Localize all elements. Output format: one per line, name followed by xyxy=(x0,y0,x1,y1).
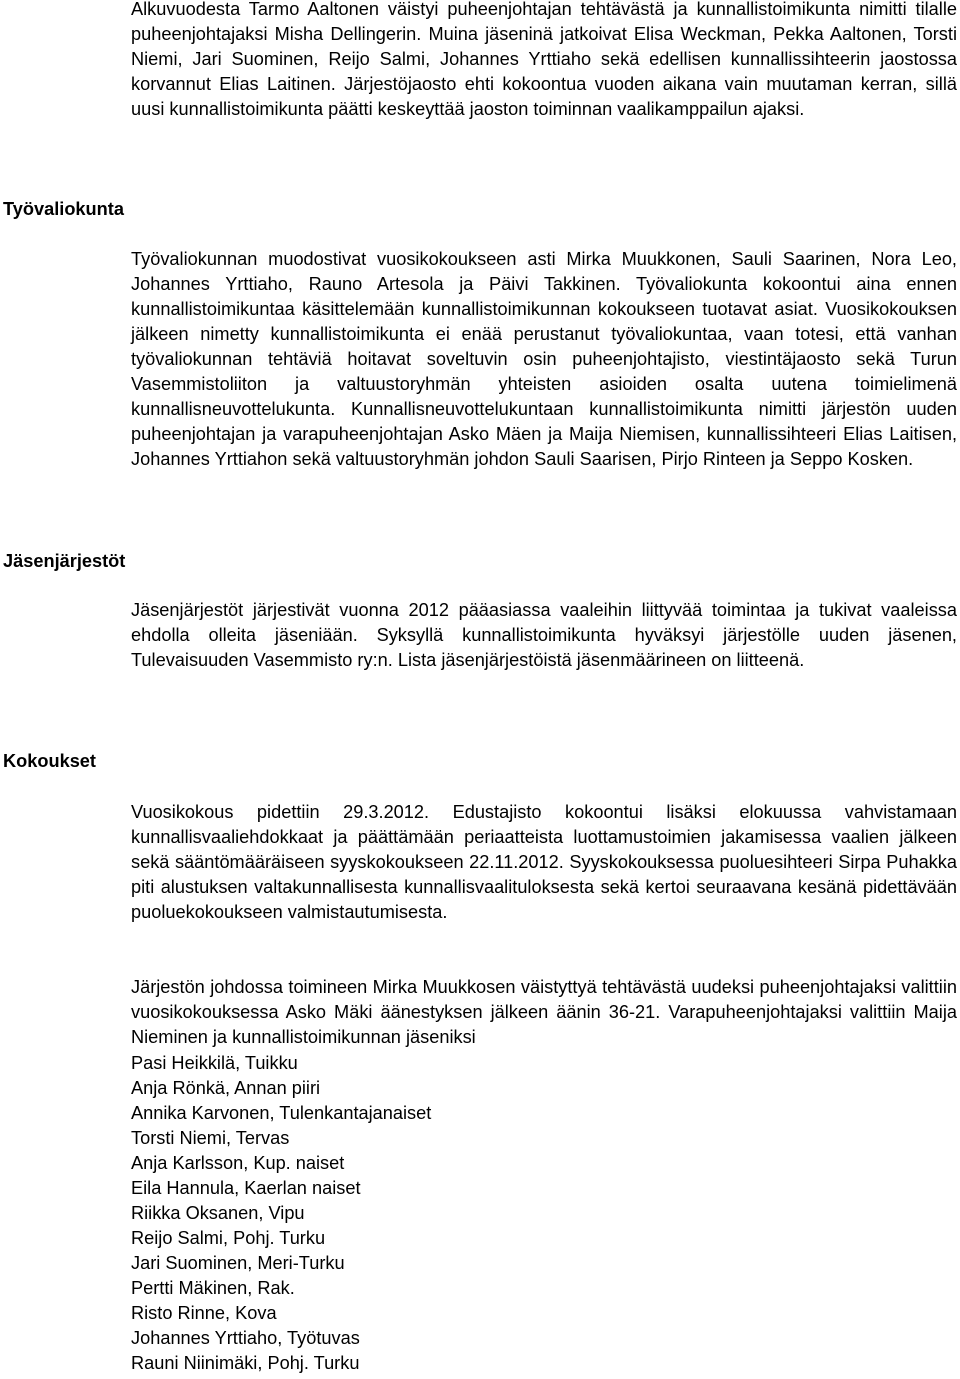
member-list-item: Anja Karlsson, Kup. naiset xyxy=(131,1153,345,1173)
member-list-item: Jari Suominen, Meri-Turku xyxy=(131,1253,345,1273)
tyovaliokunta-paragraph: Työvaliokunnan muodostivat vuosikokoukseen asti Mirka Muukkonen, Sauli Saarinen, Nora Leo, Johannes Yrttiaho, Rauno Artesola ja Päivi Takkinen. Työvaliokunta kokoontui aina ennen kunnallistoimikuntaa käsittelemään kunnallistoimikunnan kokoukseen tuotavat asiat. Vuosikokouksen jälkeen nimetty kunnallistoimikunta ei enää perustanut työvaliokuntaa, vaan totesi, että vanhan työvaliokunnan tehtäviä hoitavat soveltuvin osin puheenjohtajisto, viestintäjaosto sekä Turun Vasemmistoliiton ja valtuustoryhmän yhteisten asioiden osalta uutena toimielimenä kunnallisneuvottelukunta. Kunnallisneuvottelukuntaan kunnallistoimikunta nimitti järjestön uuden puheenjohtajan ja varapuheenjohtajan Asko Mäen ja Maija Niemisen, kunnallissihteeri Elias Laitisen, Johannes Yrttiahon sekä valtuustoryhmän johdon Sauli Saarisen, Pirjo Rinteen ja Seppo Kosken. xyxy=(131,249,957,469)
section-heading-kokoukset: Kokoukset xyxy=(3,751,96,771)
jasenjarjestot-paragraph: Jäsenjärjestöt järjestivät vuonna 2012 pääasiassa vaaleihin liittyvää toimintaa ja tukivat vaaleissa ehdolla olleita jäseniään. Syksyllä kunnallistoimikunta hyväksyi järjestölle uuden jäsenen, Tulevaisuuden Vasemmisto ry:n. Lista jäsenjärjestöistä jäsenmäärineen on liitteenä. xyxy=(131,600,957,670)
member-list-item: Annika Karvonen, Tulenkantajanaiset xyxy=(131,1103,432,1123)
kokoukset-paragraph-1: Vuosikokous pidettiin 29.3.2012. Edustajisto kokoontui lisäksi elokuussa vahvistamaan kunnallisvaaliehdokkaat ja päättämään periaatteista luottamustoimien jakamisessa vaalien jälkeen sekä sääntömääräiseen syyskokoukseen 22.11.2012. Syyskokouksessa puoluesihteeri Sirpa Puhakka piti alustuksen valtakunnallisesta kunnallisvaalituloksesta sekä kertoi seuraavana kesänä pidettävään puoluekokoukseen valmistautumisesta. xyxy=(131,802,957,922)
section-heading-tyovaliokunta: Työvaliokunta xyxy=(3,199,124,219)
kokoukset-paragraph-2: Järjestön johdossa toimineen Mirka Muukkosen väistyttyä tehtävästä uudeksi puheenjohtajaksi valittiin vuosikokouksessa Asko Mäki äänestyksen jälkeen äänin 36-21. Varapuheenjohtajaksi valittiin Maija Nieminen ja kunnallistoimikunnan jäseniksi xyxy=(131,977,957,1047)
member-list-item: Pasi Heikkilä, Tuikku xyxy=(131,1053,298,1073)
intro-paragraph: Alkuvuodesta Tarmo Aaltonen väistyi puheenjohtajan tehtävästä ja kunnallistoimikunta nimitti tilalle puheenjohtajaksi Misha Dellingerin. Muina jäseninä jatkoivat Elisa Weckman, Pekka Aaltonen, Torsti Niemi, Jari Suominen, Reijo Salmi, Johannes Yrttiaho sekä edellisen kunnallissihteerin jaostossa korvannut Elias Laitinen. Järjestöjaosto ehti kokoontua vuoden aikana vain muutaman kerran, sillä uusi kunnallistoimikunta päätti keskeyttää jaoston toiminnan vaalikamppailun ajaksi. xyxy=(131,0,957,119)
member-list-item: Risto Rinne, Kova xyxy=(131,1303,277,1323)
member-list xyxy=(131,1051,431,1376)
member-list-item: Anja Rönkä, Annan piiri xyxy=(131,1078,321,1098)
member-list-item: Rauni Niinimäki, Pohj. Turku xyxy=(131,1353,360,1373)
section-heading-jasenjarjestot: Jäsenjärjestöt xyxy=(3,551,126,571)
member-list-item: Pertti Mäkinen, Rak. xyxy=(131,1278,295,1298)
member-list-item: Riikka Oksanen, Vipu xyxy=(131,1203,305,1223)
member-list-item: Torsti Niemi, Tervas xyxy=(131,1128,290,1148)
member-list-item: Johannes Yrttiaho, Työtuvas xyxy=(131,1328,360,1348)
member-list-item: Reijo Salmi, Pohj. Turku xyxy=(131,1228,326,1248)
member-list-item: Eila Hannula, Kaerlan naiset xyxy=(131,1178,361,1198)
